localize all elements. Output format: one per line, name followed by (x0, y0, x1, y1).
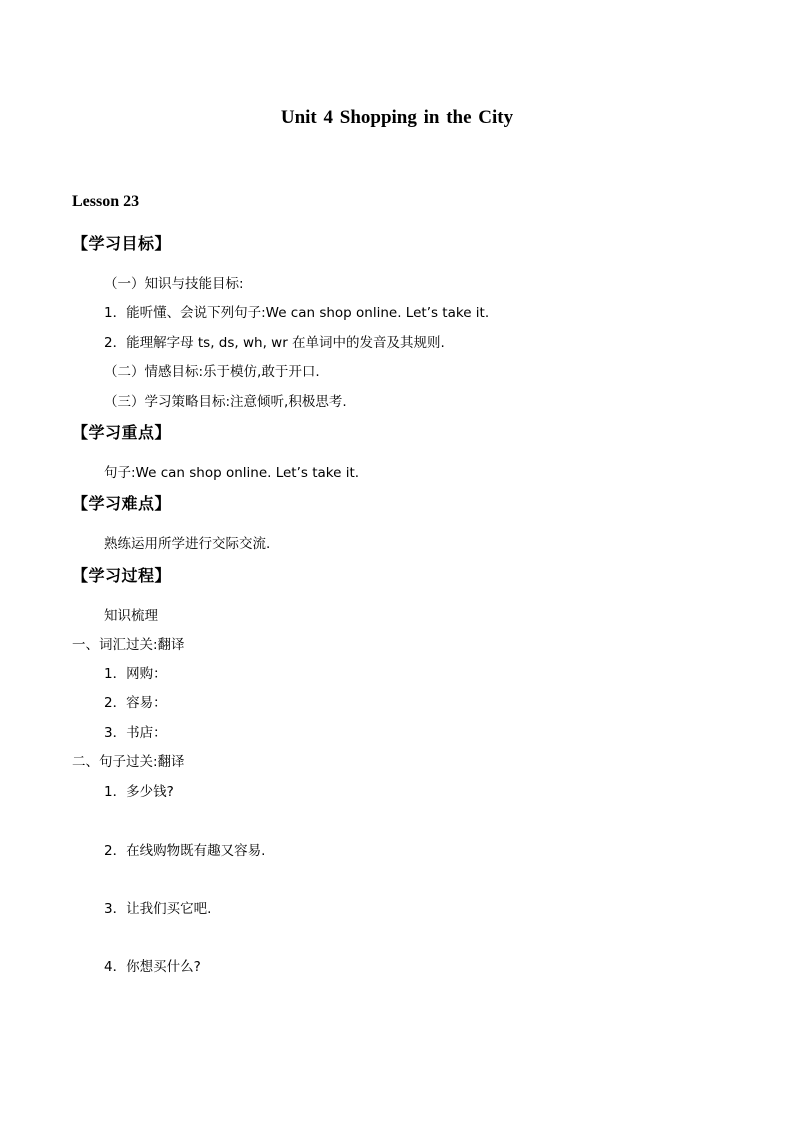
sentence-item-4: 4．你想买什么? (104, 959, 201, 975)
vocabulary-item-2: 2．容易： (104, 695, 167, 711)
goal-item-1: 1．能听懂、会说下列句子:We can shop online. Let’s take it. (104, 305, 490, 321)
vocabulary-item-3: 3．书店： (104, 725, 167, 741)
key-points-text: 句子:We can shop online. Let’s take it. (104, 465, 360, 481)
sentences-heading: 二、句子过关:翻译 (72, 754, 185, 770)
goal-emotion: （二）情感目标:乐于模仿,敢于开口. (104, 364, 320, 380)
sentence-item-2: 2．在线购物既有趣又容易. (104, 843, 266, 859)
key-points-heading: 【学习重点】 (72, 423, 172, 442)
goal-strategy: （三）学习策略目标:注意倾听,积极思考. (104, 394, 347, 410)
goal-knowledge-skills: （一）知识与技能目标: (104, 276, 244, 292)
sentence-item-3: 3．让我们买它吧. (104, 901, 212, 917)
difficulty-text: 熟练运用所学进行交际交流. (104, 536, 271, 552)
process-heading: 【学习过程】 (72, 566, 172, 585)
unit-title: Unit 4 Shopping in the City (280, 107, 514, 128)
process-intro: 知识梳理 (104, 608, 158, 624)
sentence-item-1: 1．多少钱? (104, 784, 174, 800)
vocabulary-item-1: 1．网购： (104, 666, 167, 682)
difficulty-heading: 【学习难点】 (72, 494, 172, 513)
vocabulary-heading: 一、词汇过关:翻译 (72, 637, 185, 653)
goals-heading: 【学习目标】 (72, 234, 172, 253)
goal-item-2: 2．能理解字母 ts, ds, wh, wr 在单词中的发音及其规则. (104, 335, 445, 351)
lesson-label: Lesson 23 (72, 193, 140, 210)
